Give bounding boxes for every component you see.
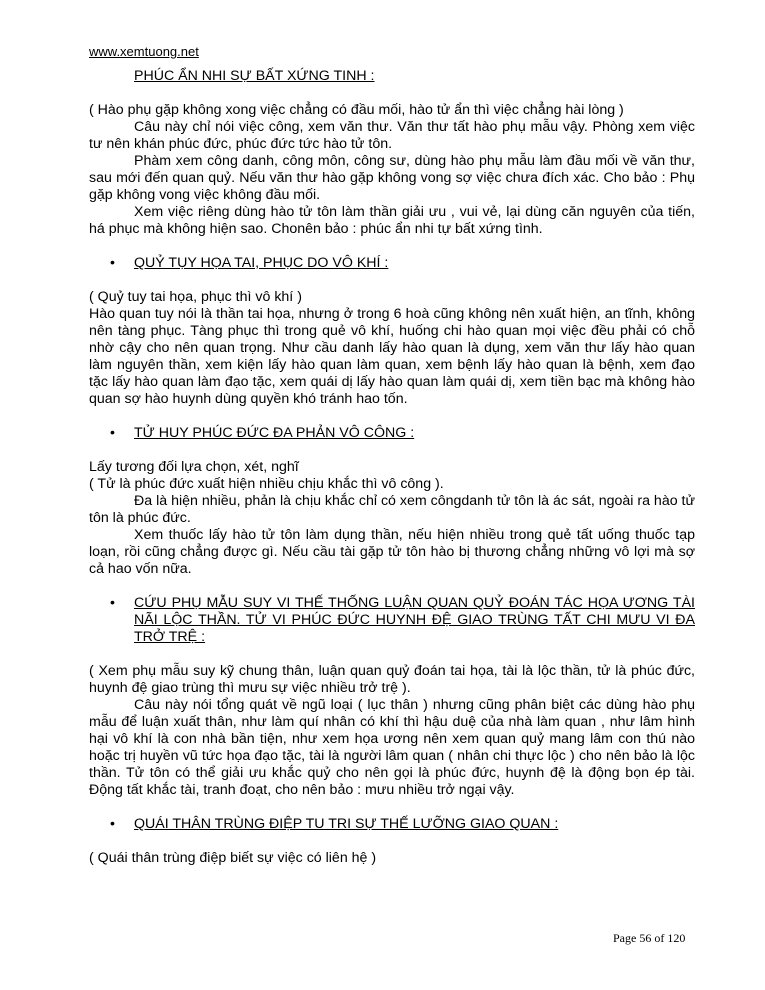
paragraph: Hào quan tuy nói là thần tai họa, nhưng ở trong 6 hoà cũng không nên xuất hiện, an tĩnh, không nên tàng phục. Tàng phục thì trong quẻ vô khí, huống chi hào quan mọi việc đều phải có chỗ nhờ cậy cho nên quan trọng. Như cầu danh lấy hào quan là dụng, xem văn thư lấy hào quan làm nguyên thần, xem kiện lấy hào quan làm quan, xem bệnh lấy hào quan là bệnh, xem đạo tặc lấy hào quan làm đạo tặc, xem quái dị lấy hào quan làm quái dị, xem tiền bạc mà không hào quan sợ hào huynh dùng quyền khó tránh hao tốn. [89,306,695,407]
bullet-heading [89,425,695,442]
paragraph: Lấy tương đối lựa chọn, xét, nghĩ [89,459,299,475]
paragraph: Xem việc riêng dùng hào tử tôn làm thần giải ưu , vui vẻ, lại dùng căn nguyên của tiến, há phục mà không hiện sao. Chonên bảo : phúc ẩn nhi tự bất xứng tình. [89,204,695,237]
paragraph: Câu này chỉ nói việc công, xem văn thư. Văn thư tất hào phụ mẫu vậy. Phòng xem việc tư nên khán phúc đức, phúc đức tức hào tử tôn. [89,119,695,152]
section-heading: PHÚC ẨN NHI SỰ BẤT XỨNG TINH : [134,68,375,84]
bullet-icon: • [110,425,115,441]
page-content [89,68,695,867]
bullet-heading [89,816,695,833]
section-heading: QUỶ TỤY HỌA TAI, PHỤC DO VÔ KHÍ : [134,255,389,271]
page-number: Page 56 of 120 [613,931,686,945]
paragraph: ( Hào phụ gặp không xong việc chẳng có đầu mối, hào tử ẩn thì việc chẳng hài lòng ) [89,102,624,118]
bullet-icon: • [110,255,115,271]
section-heading: CỨU PHỤ MẪU SUY VI THẾ THỐNG LUẬN QUAN QUỶ ĐOÁN TÁC HỌA ƯƠNG TÀI NÃI LỘC THẦN. TỬ VI PHÚC ĐỨC HUYNH ĐỆ GIAO TRÙNG TẤT CHI MƯU VI ĐA TRỞ TRỆ : [134,595,695,645]
paragraph: Câu này nói tổng quát về ngũ loại ( lục thân ) nhưng cũng phân biệt các dùng hào phụ mẫu để luận xuất thân, như làm quí nhân có khí thì hậu duệ của nhà làm quan , như lâm hình hại vô khí là con nhà bần tiện, như xem họa ương nên xem quan quỷ mang lâm con thú nào hoặc trị huyền vũ tức họa đạo tặc, tài là người lâm quan ( nhân chi thực lộc ) cho nên bảo là lộc thần. Tử tôn có thể giải ưu khắc quỷ cho nên gọi là phúc đức, huynh đệ là động bọn ép tài. Động tất khắc tài, tranh đoạt, cho nên bảo : mưu nhiều trở ngại vậy. [89,697,695,798]
bullet-icon: • [110,595,115,611]
bullet-icon: • [110,816,115,832]
section-heading: QUÁI THÂN TRÙNG ĐIỆP TU TRI SỰ THẾ LƯỠNG GIAO QUAN : [134,816,559,832]
paragraph: Phàm xem công danh, công môn, công sư, dùng hào phụ mẫu làm đầu mối về văn thư, sau mới đến quan quỷ. Nếu văn thư hào gặp không vong sợ việc chưa đích xác. Cho bảo : Phụ gặp không vong việc không đầu mối. [89,153,695,203]
section-heading: TỬ HUY PHÚC ĐỨC ĐA PHẢN VÔ CÔNG : [134,425,415,441]
site-url[interactable]: www.xemtuong.net [89,44,199,59]
bullet-heading [89,255,695,272]
paragraph: Đa là hiện nhiều, phản là chịu khắc chỉ có xem côngdanh tử tôn là ác sát, ngoài ra hào tử tôn là phúc đức. [89,493,695,526]
paragraph: ( Tử là phúc đức xuất hiện nhiều chịu khắc thì vô công ). [89,476,444,492]
bullet-heading [89,595,695,646]
paragraph: ( Quỷ tuy tai họa, phục thì vô khí ) [89,289,302,305]
paragraph: Xem thuốc lấy hào tử tôn làm dụng thần, nếu hiện nhiều trong quẻ tất uống thuốc tạp loạn, rồi cũng chẳng được gì. Nếu cầu tài gặp tử tôn hào bị thương chẳng những vô lợi mà sợ cả hao vốn nữa. [89,527,695,577]
paragraph: ( Xem phụ mẫu suy kỹ chung thân, luận quan quỷ đoán tai họa, tài là lộc thần, tử là phúc đức, huynh đệ giao trùng thì mưu sự việc nhiều trở trệ ). [89,663,695,696]
paragraph: ( Quái thân trùng điệp biết sự việc có liên hệ ) [89,850,377,866]
